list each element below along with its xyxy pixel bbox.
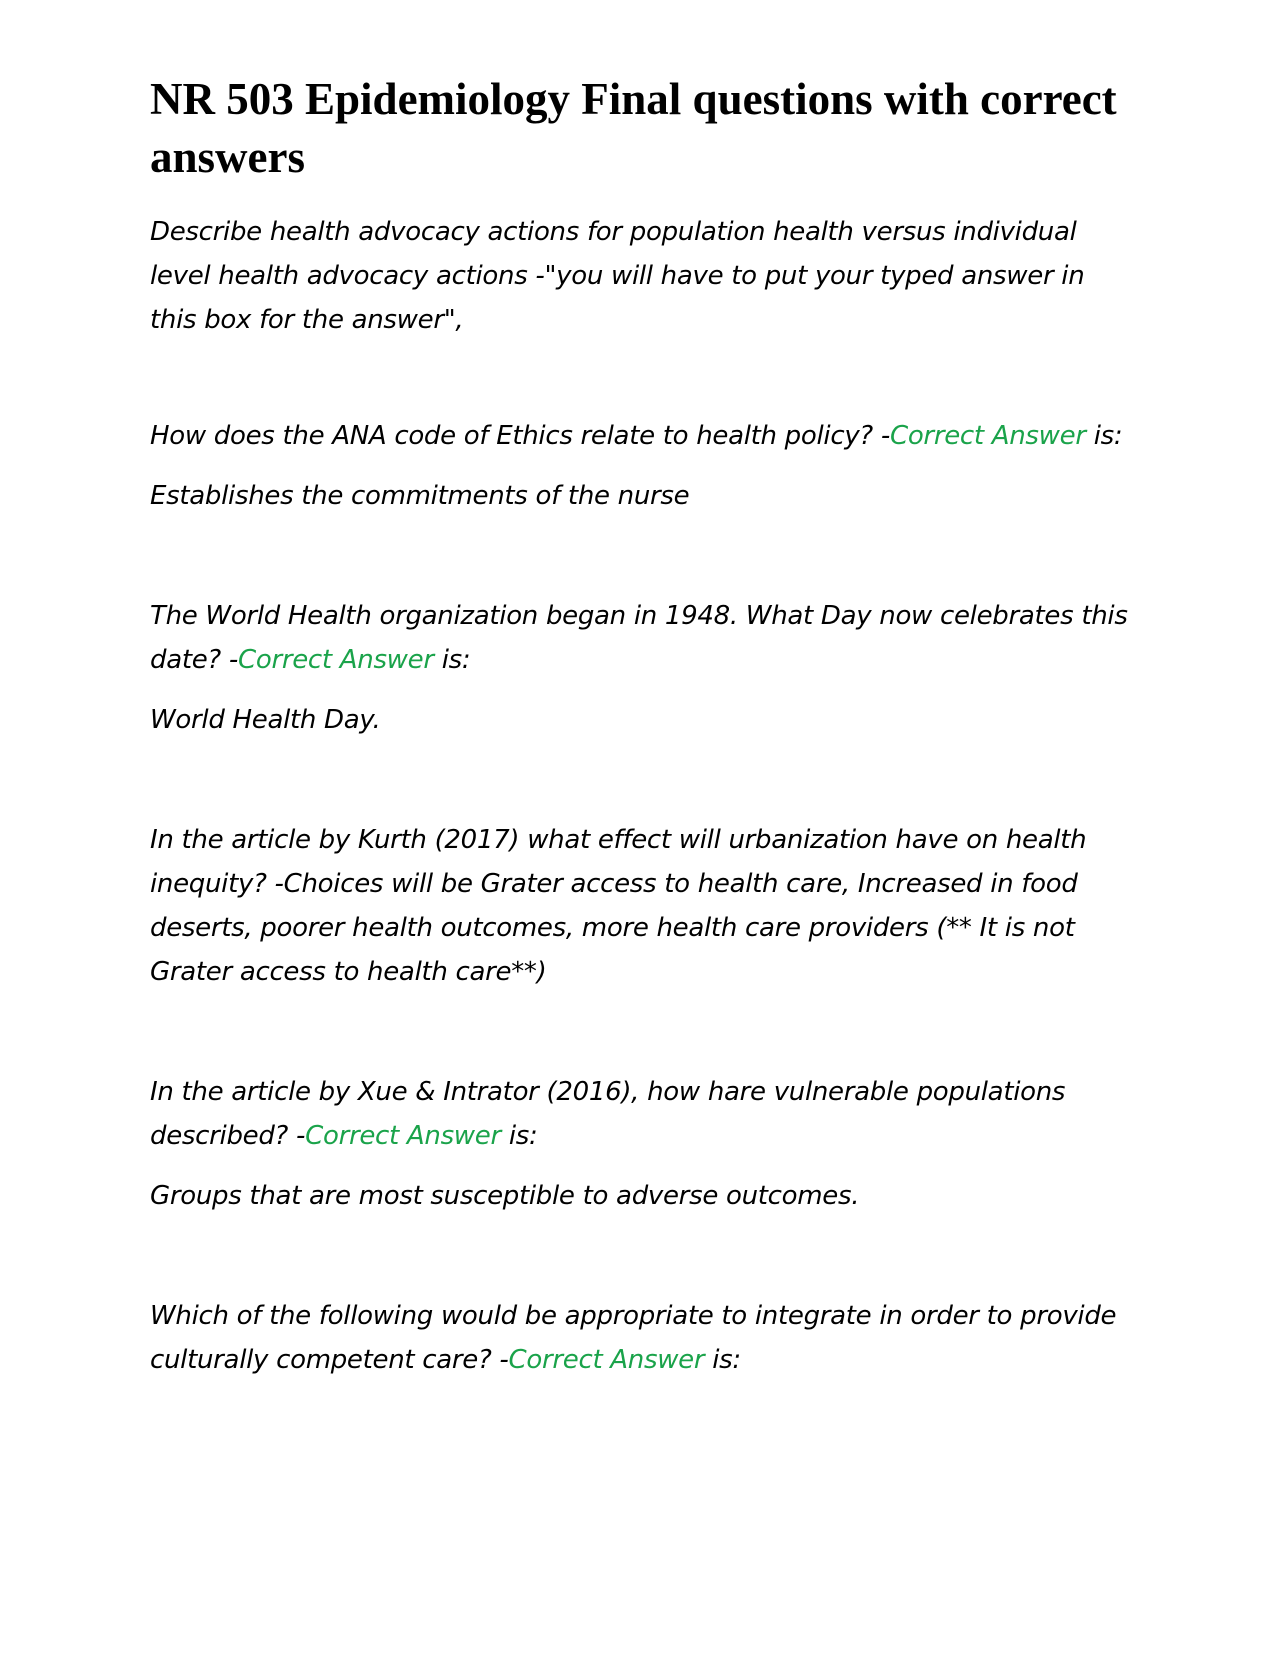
question-text: Describe health advocacy actions for population health versus individual level health advocacy actions -"you will have to put your typed answer in this box for the answer", <box>150 217 1085 335</box>
qa-item-1 <box>150 210 1130 342</box>
answer-text: Groups that are most susceptible to adverse outcomes. <box>150 1181 860 1211</box>
document-page <box>150 70 1130 1382</box>
correct-answer-marker: Correct Answer <box>237 645 434 675</box>
qa-item-6 <box>150 1294 1130 1382</box>
answer-text: World Health Day. <box>150 705 381 735</box>
qa-item-5 <box>150 1070 1130 1218</box>
question-text: The World Health organization began in 1948. What Day now celebrates this date? -Correct Answer is: <box>150 601 1128 675</box>
answer-text: Establishes the commitments of the nurse <box>150 481 690 511</box>
correct-answer-marker: Correct Answer <box>508 1345 705 1375</box>
document-title: NR 503 Epidemiology Final questions with correct answers <box>150 74 1117 182</box>
correct-answer-marker: Correct Answer <box>889 421 1086 451</box>
question-text: How does the ANA code of Ethics relate to health policy? -Correct Answer is: <box>150 421 1123 451</box>
qa-item-4 <box>150 818 1130 994</box>
question-text: Which of the following would be appropriate to integrate in order to provide culturally competent care? -Correct Answer is: <box>150 1301 1117 1375</box>
question-text: In the article by Xue & Intrator (2016), how hare vulnerable populations described? -Correct Answer is: <box>150 1077 1066 1151</box>
qa-item-2 <box>150 414 1130 518</box>
qa-item-3 <box>150 594 1130 742</box>
question-text: In the article by Kurth (2017) what effect will urbanization have on health inequity? -Choices will be Grater access to health care, Increased in food deserts, poorer health outcomes, more health care providers (** It is not Grater access to health care**) <box>150 825 1087 987</box>
correct-answer-marker: Correct Answer <box>305 1121 501 1151</box>
